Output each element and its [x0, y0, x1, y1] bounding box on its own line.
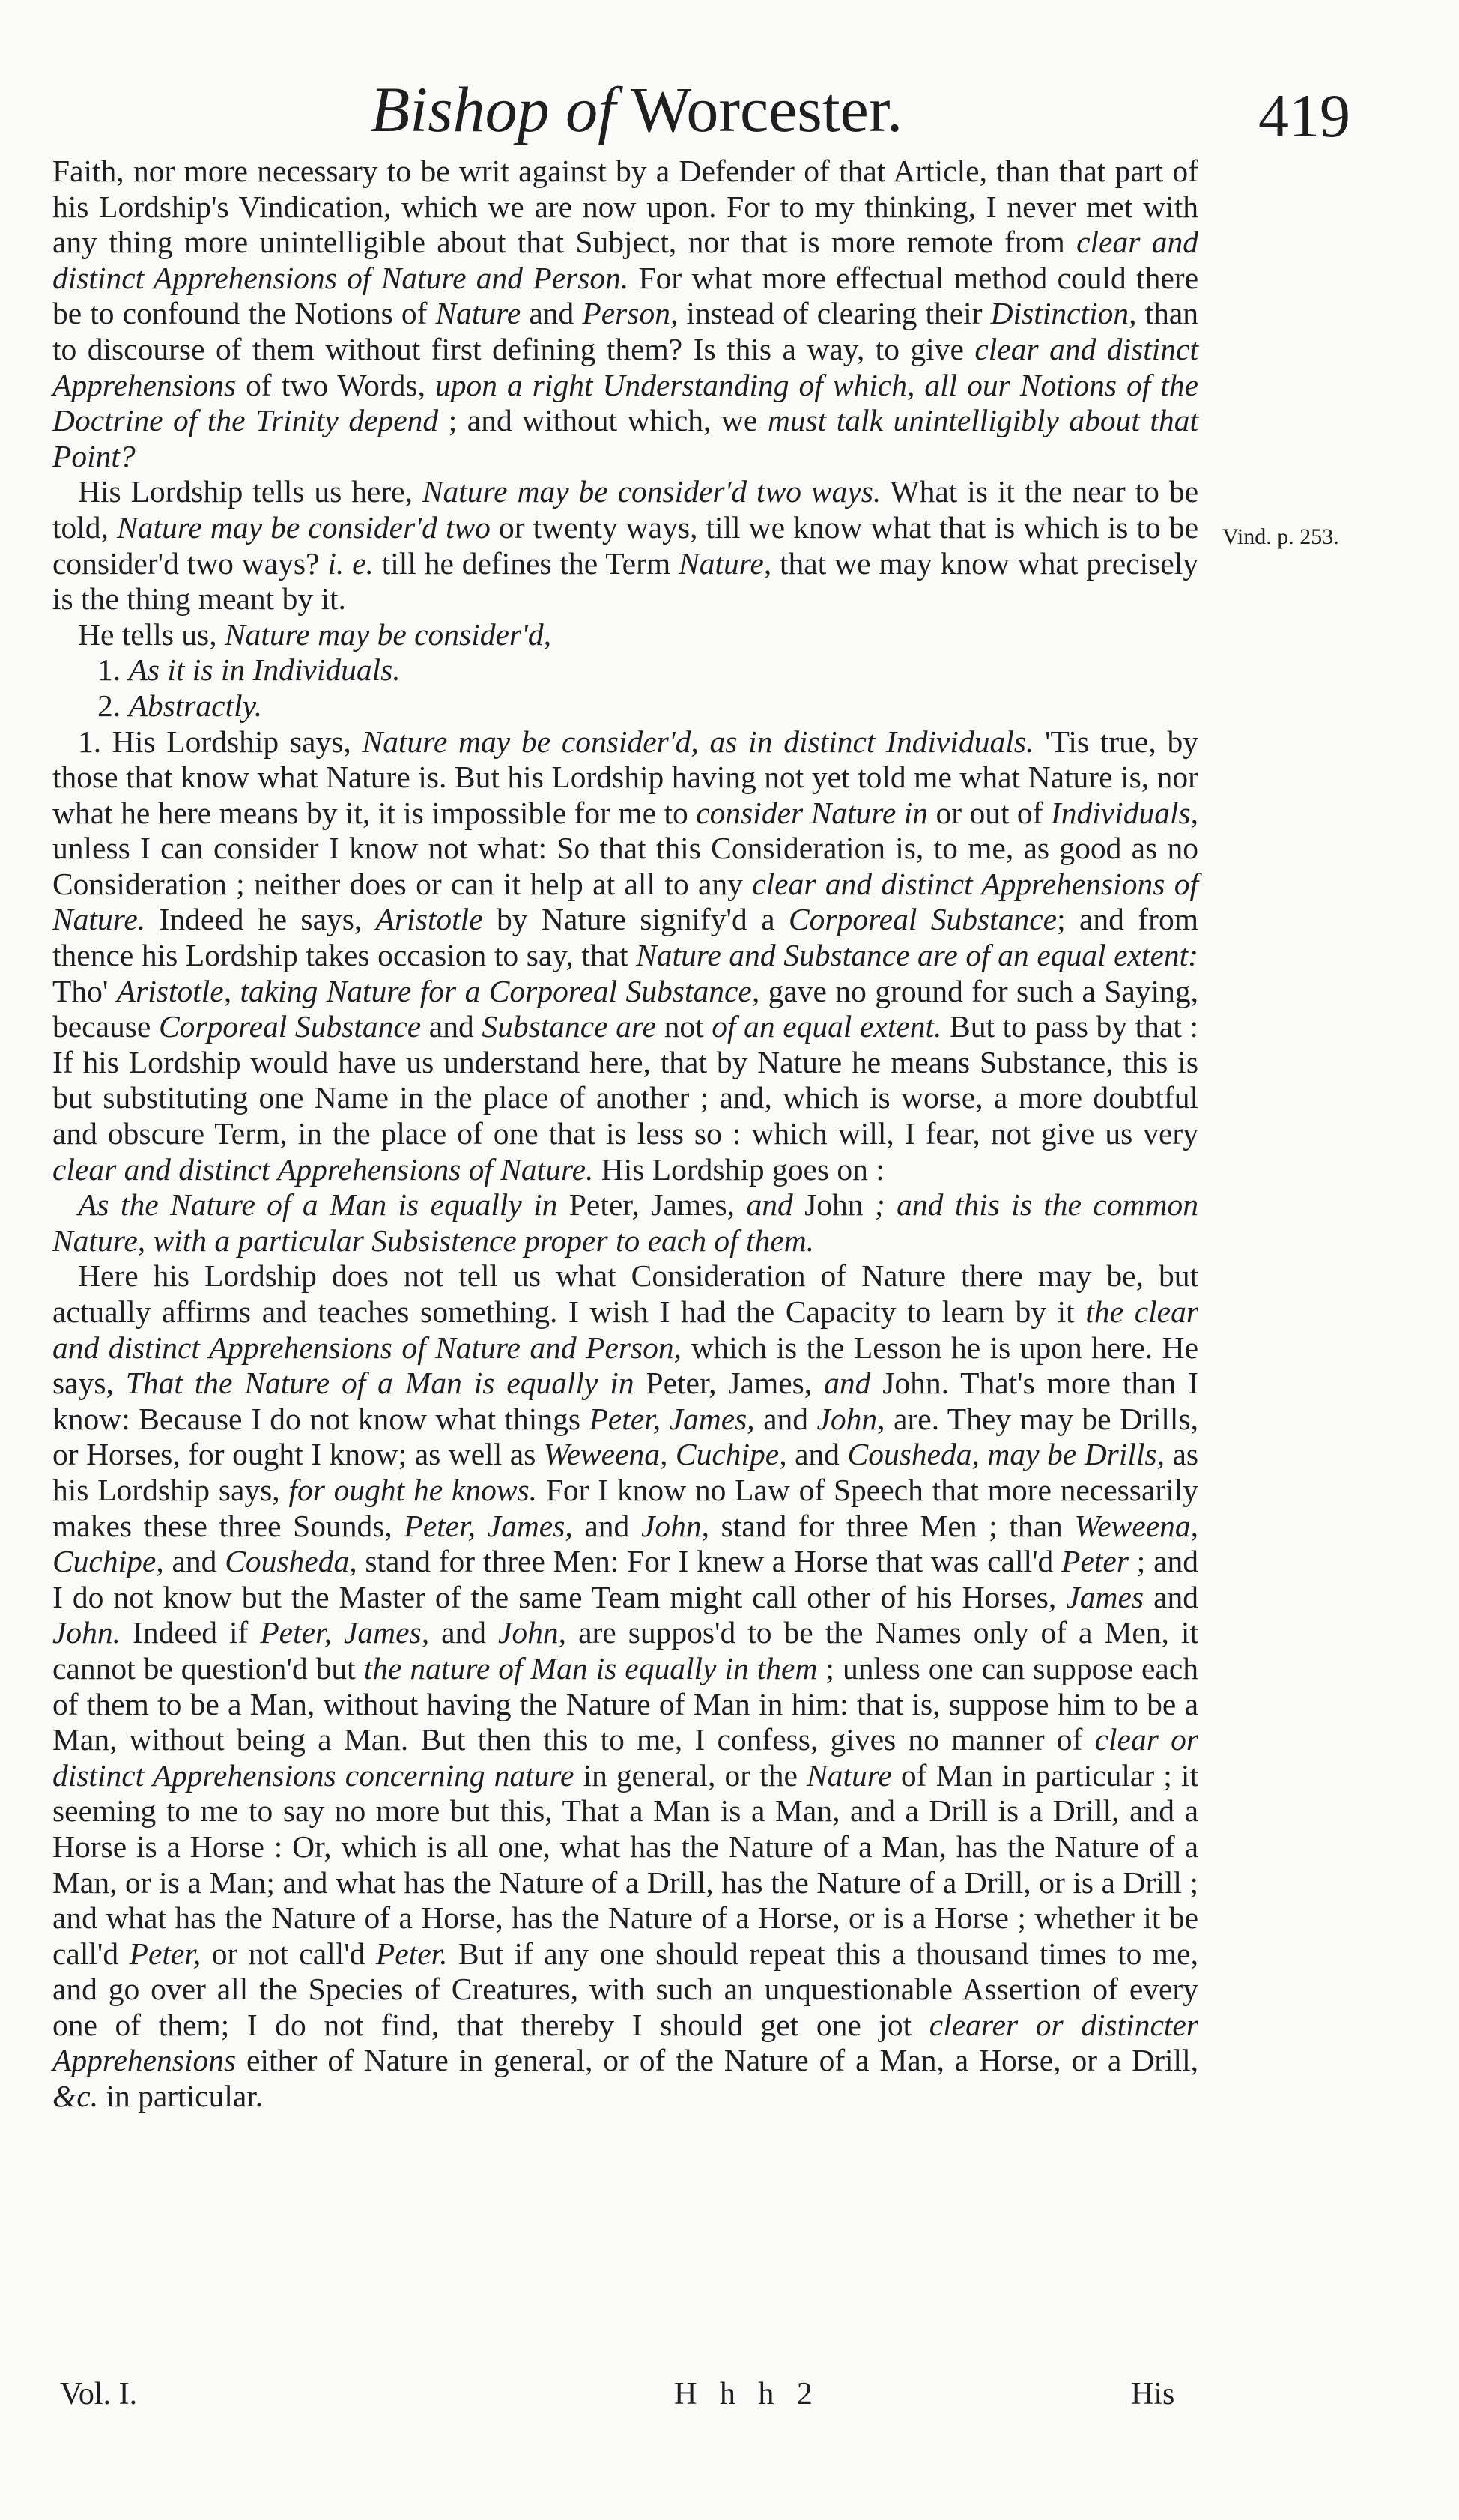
running-title-of: of [565, 73, 616, 145]
paragraph-1: Faith, nor more necessary to be writ against by a Defender of that Article, than that part of his Lordship's Vindication, which we are now upon. For to my thinking, I never met with any thing more unintelligible about that Subject, nor that is more remote from clear and distinct Apprehensions of Nature and Person. For what more effectual method could there be to confound the Notions of Nature and Person, instead of clearing their Distinction, than to discourse of them without first defining them? Is this a way, to give clear and distinct Apprehensions of two Words, upon a right Understanding of which, all our Notions of the Doctrine of the Trinity depend ; and without which, we must talk unintelligibly about that Point? [52, 154, 1199, 473]
catchword: His [1131, 2377, 1175, 2411]
running-title-worcester: Worcester. [631, 73, 903, 145]
volume-label: Vol. I. [60, 2377, 138, 2411]
margin-note: Vind. p. 253. [1222, 524, 1339, 549]
body-text [52, 154, 1198, 2115]
running-title-bishop: Bishop [370, 73, 550, 145]
signature-mark: H h h 2 [674, 2377, 820, 2411]
paragraph-2: His Lordship tells us here, Nature may be consider'd two ways. What is it the near to be told, Nature may be consider'd two or twenty ways, till we know what that is which is to be consider'd two ways? i. e. till he defines the Term Nature, that we may know what precisely is the thing meant by it. [52, 474, 1199, 617]
paragraph-5: Here his Lordship does not tell us what Consideration of Nature there may be, but actually affirms and teaches something. I wish I had the Capacity to learn by it the clear and distinct Apprehensions of Nature and Person, which is the Lesson he is upon here. He says, That the Nature of a Man is equally in Peter, James, and John. That's more than I know: Because I do not know what things Peter, James, and John, are. They may be Drills, or Horses, for ought I know; as well as Weweena, Cuchipe, and Cousheda, may be Drills, as his Lordship says, for ought he knows. For I know no Law of Speech that more necessarily makes these three Sounds, Peter, James, and John, stand for three Men ; than Weweena, Cuchipe, and Cousheda, stand for three Men: For I knew a Horse that was call'd Peter ; and I do not know but the Master of the same Team might call other of his Horses, James and John. Indeed if Peter, James, and John, are suppos'd to be the Names only of a Men, it cannot be question'd but the nature of Man is equally in them ; unless one can suppose each of them to be a Man, without having the Nature of Man in him: that is, suppose him to be a Man, without being a Man. But then this to me, I confess, gives no manner of clear or distinct Apprehensions concerning nature in general, or the Nature of Man in particular ; it seeming to me to say no more but this, That a Man is a Man, and a Drill is a Drill, and a Horse is a Horse : Or, which is all one, what has the Nature of a Man, has the Nature of a Man, or is a Man; and what has the Nature of a Drill, has the Nature of a Drill, or is a Drill ; and what has the Nature of a Horse, has the Nature of a Horse, or is a Horse ; whether it be call'd Peter, or not call'd Peter. But if any one should repeat this a thousand times to me, and go over all the Species of Creatures, with such an unquestionable Assertion of every one of them; I do not find, that thereby I should get one jot clearer or distincter Apprehensions either of Nature in general, or of the Nature of a Man, a Horse, or a Drill, &c. in particular. [52, 1259, 1199, 2114]
list-item-1: 1. As it is in Individuals. [97, 652, 401, 688]
quotation: As the Nature of a Man is equally in Peter, James, and John ; and this is the common Nature, with a particular Subsistence proper to each of them. [52, 1187, 1198, 1258]
paragraph-4: 1. His Lordship says, Nature may be consider'd, as in distinct Individuals. 'Tis true, by those that know what Nature is. But his Lordship having not yet told me what Nature is, nor what he here means by it, it is impossible for me to consider Nature in or out of Individuals, unless I can consider I know not what: So that this Consideration is, to me, as good as no Consideration ; neither does or can it help at all to any clear and distinct Apprehensions of Nature. Indeed he says, Aristotle by Nature signify'd a Corporeal Substance; and from thence his Lordship takes occasion to say, that Nature and Substance are of an equal extent: Tho' Aristotle, taking Nature for a Corporeal Substance, gave no ground for such a Saying, because Corporeal Substance and Substance are not of an equal extent. But to pass by that : If his Lordship would have us understand here, that by Nature he means Substance, this is but substituting one Name in the place of another ; and, which is worse, a more doubtful and obscure Term, in the place of one that is less so : which will, I fear, not give us very clear and distinct Apprehensions of Nature. His Lordship goes on : [52, 724, 1199, 1187]
list-item-2: 2. Abstractly. [97, 688, 263, 723]
page-number: 419 [1258, 82, 1350, 150]
running-title [352, 72, 921, 147]
paragraph-3: He tells us, Nature may be consider'd, [78, 617, 552, 652]
page-footer [60, 2376, 1198, 2414]
